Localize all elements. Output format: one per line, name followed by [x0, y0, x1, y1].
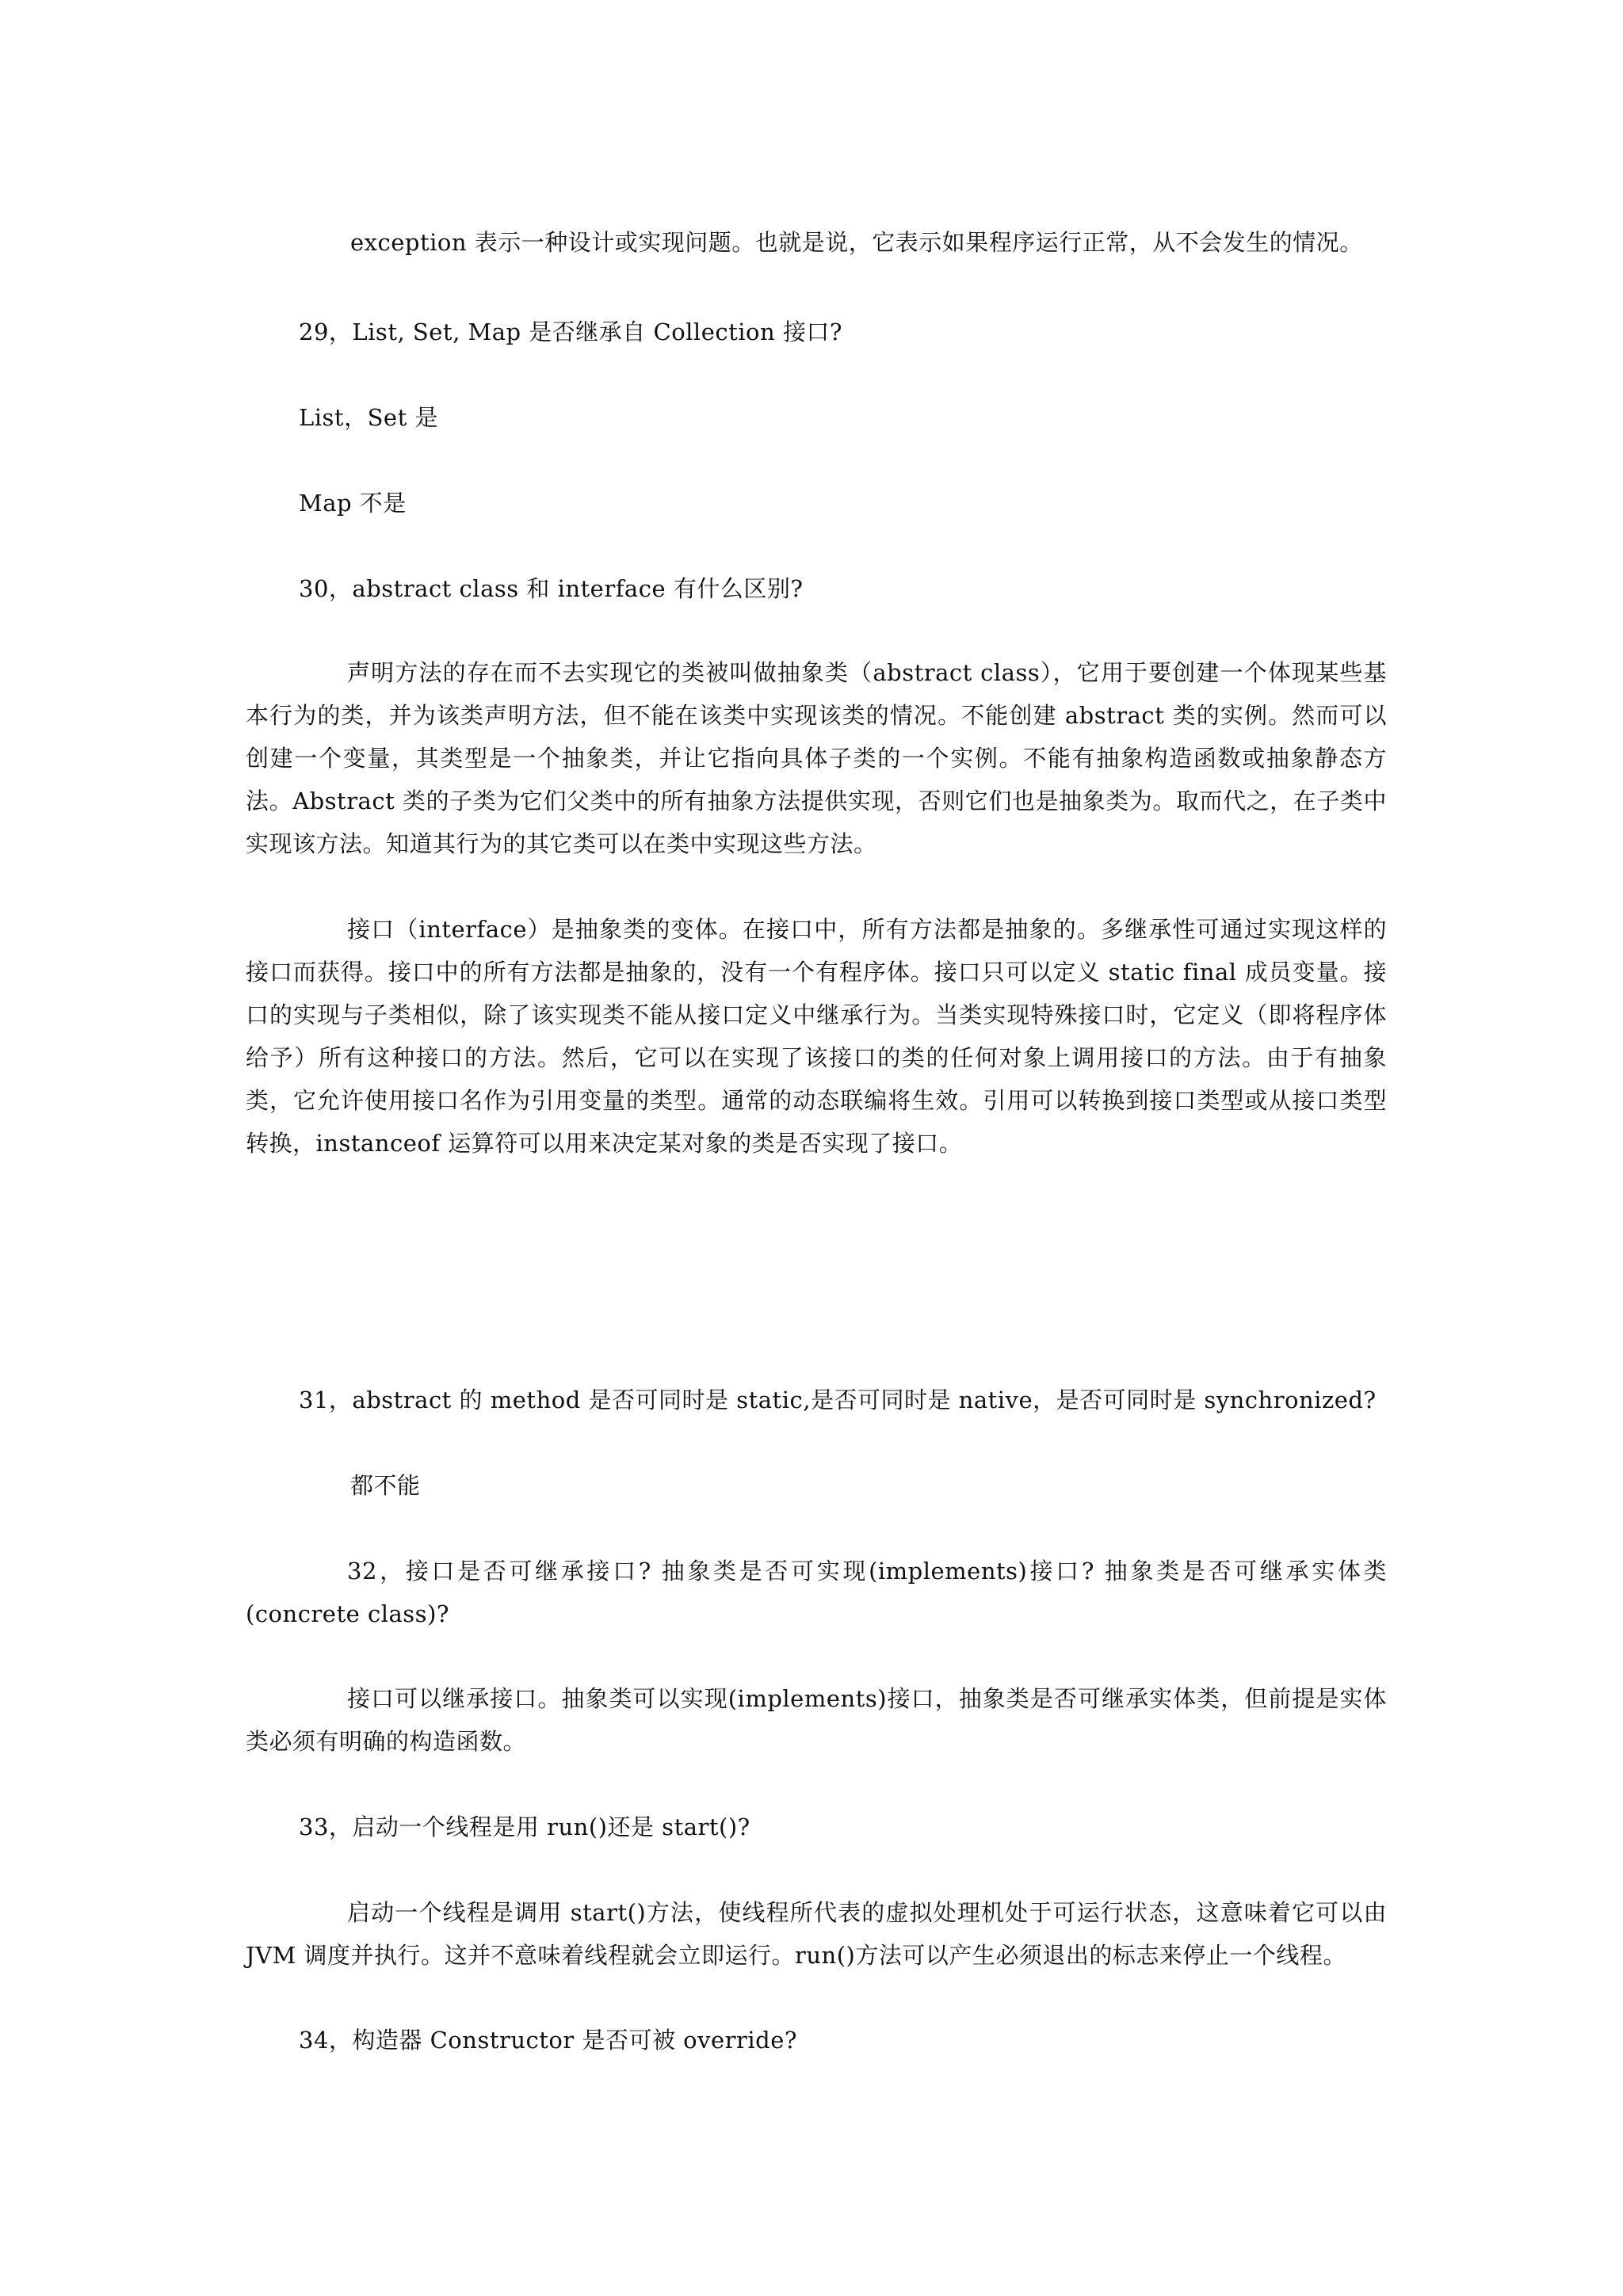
question-29: 29，List, Set, Map 是否继承自 Collection 接口?	[299, 318, 842, 345]
answer-29-map: Map 不是	[299, 490, 407, 517]
question-33: 33，启动一个线程是用 run()还是 start()?	[299, 1814, 750, 1840]
answer-32: 接口可以继承接口。抽象类可以实现(implements)接口，抽象类是否可继承实体类，但前提是实体类必须有明确的构造函数。	[246, 1685, 1387, 1755]
answer-30-abstract-class: 声明方法的存在而不去实现它的类被叫做抽象类（abstract class），它用于要创建一个体现某些基本行为的类，并为该类声明方法，但不能在该类中实现该类的情况。不能创建 abstract 类的实例。然而可以创建一个变量，其类型是一个抽象类，并让它指向具体子类的一个实例。不能有抽象构造函数或抽象静态方法。Abstract 类的子类为它们父类中的所有抽象方法提供实现，否则它们也是抽象类为。取而代之，在子类中实现该方法。知道其行为的其它类可以在类中实现这些方法。	[246, 659, 1387, 857]
answer-31: 都不能	[350, 1472, 421, 1499]
paragraph-exception-text: exception 表示一种设计或实现问题。也就是说，它表示如果程序运行正常，从不会发生的情况。	[350, 229, 1363, 256]
answer-33: 启动一个线程是调用 start()方法，使线程所代表的虚拟处理机处于可运行状态，这意味着它可以由 JVM 调度并执行。这并不意味着线程就会立即运行。run()方法可以产生必须退出的标志来停止一个线程。	[246, 1899, 1387, 1969]
question-30: 30，abstract class 和 interface 有什么区别?	[299, 575, 804, 602]
question-34: 34，构造器 Constructor 是否可被 override?	[299, 2027, 797, 2054]
answer-30-interface: 接口（interface）是抽象类的变体。在接口中，所有方法都是抽象的。多继承性可通过实现这样的接口而获得。接口中的所有方法都是抽象的，没有一个有程序体。接口只可以定义 static final 成员变量。接口的实现与子类相似，除了该实现类不能从接口定义中继承行为。当类实现特殊接口时，它定义（即将程序体给予）所有这种接口的方法。然后，它可以在实现了该接口的类的任何对象上调用接口的方法。由于有抽象类，它允许使用接口名作为引用变量的类型。通常的动态联编将生效。引用可以转换到接口类型或从接口类型转换，instanceof 运算符可以用来决定某对象的类是否实现了接口。	[246, 916, 1387, 1157]
question-32: 32，接口是否可继承接口? 抽象类是否可实现(implements)接口? 抽象类是否可继承实体类(concrete class)?	[246, 1558, 1387, 1627]
answer-29-list-set: List，Set 是	[299, 404, 438, 431]
question-31: 31，abstract 的 method 是否可同时是 static,是否可同时是 native，是否可同时是 synchronized?	[299, 1386, 1377, 1413]
